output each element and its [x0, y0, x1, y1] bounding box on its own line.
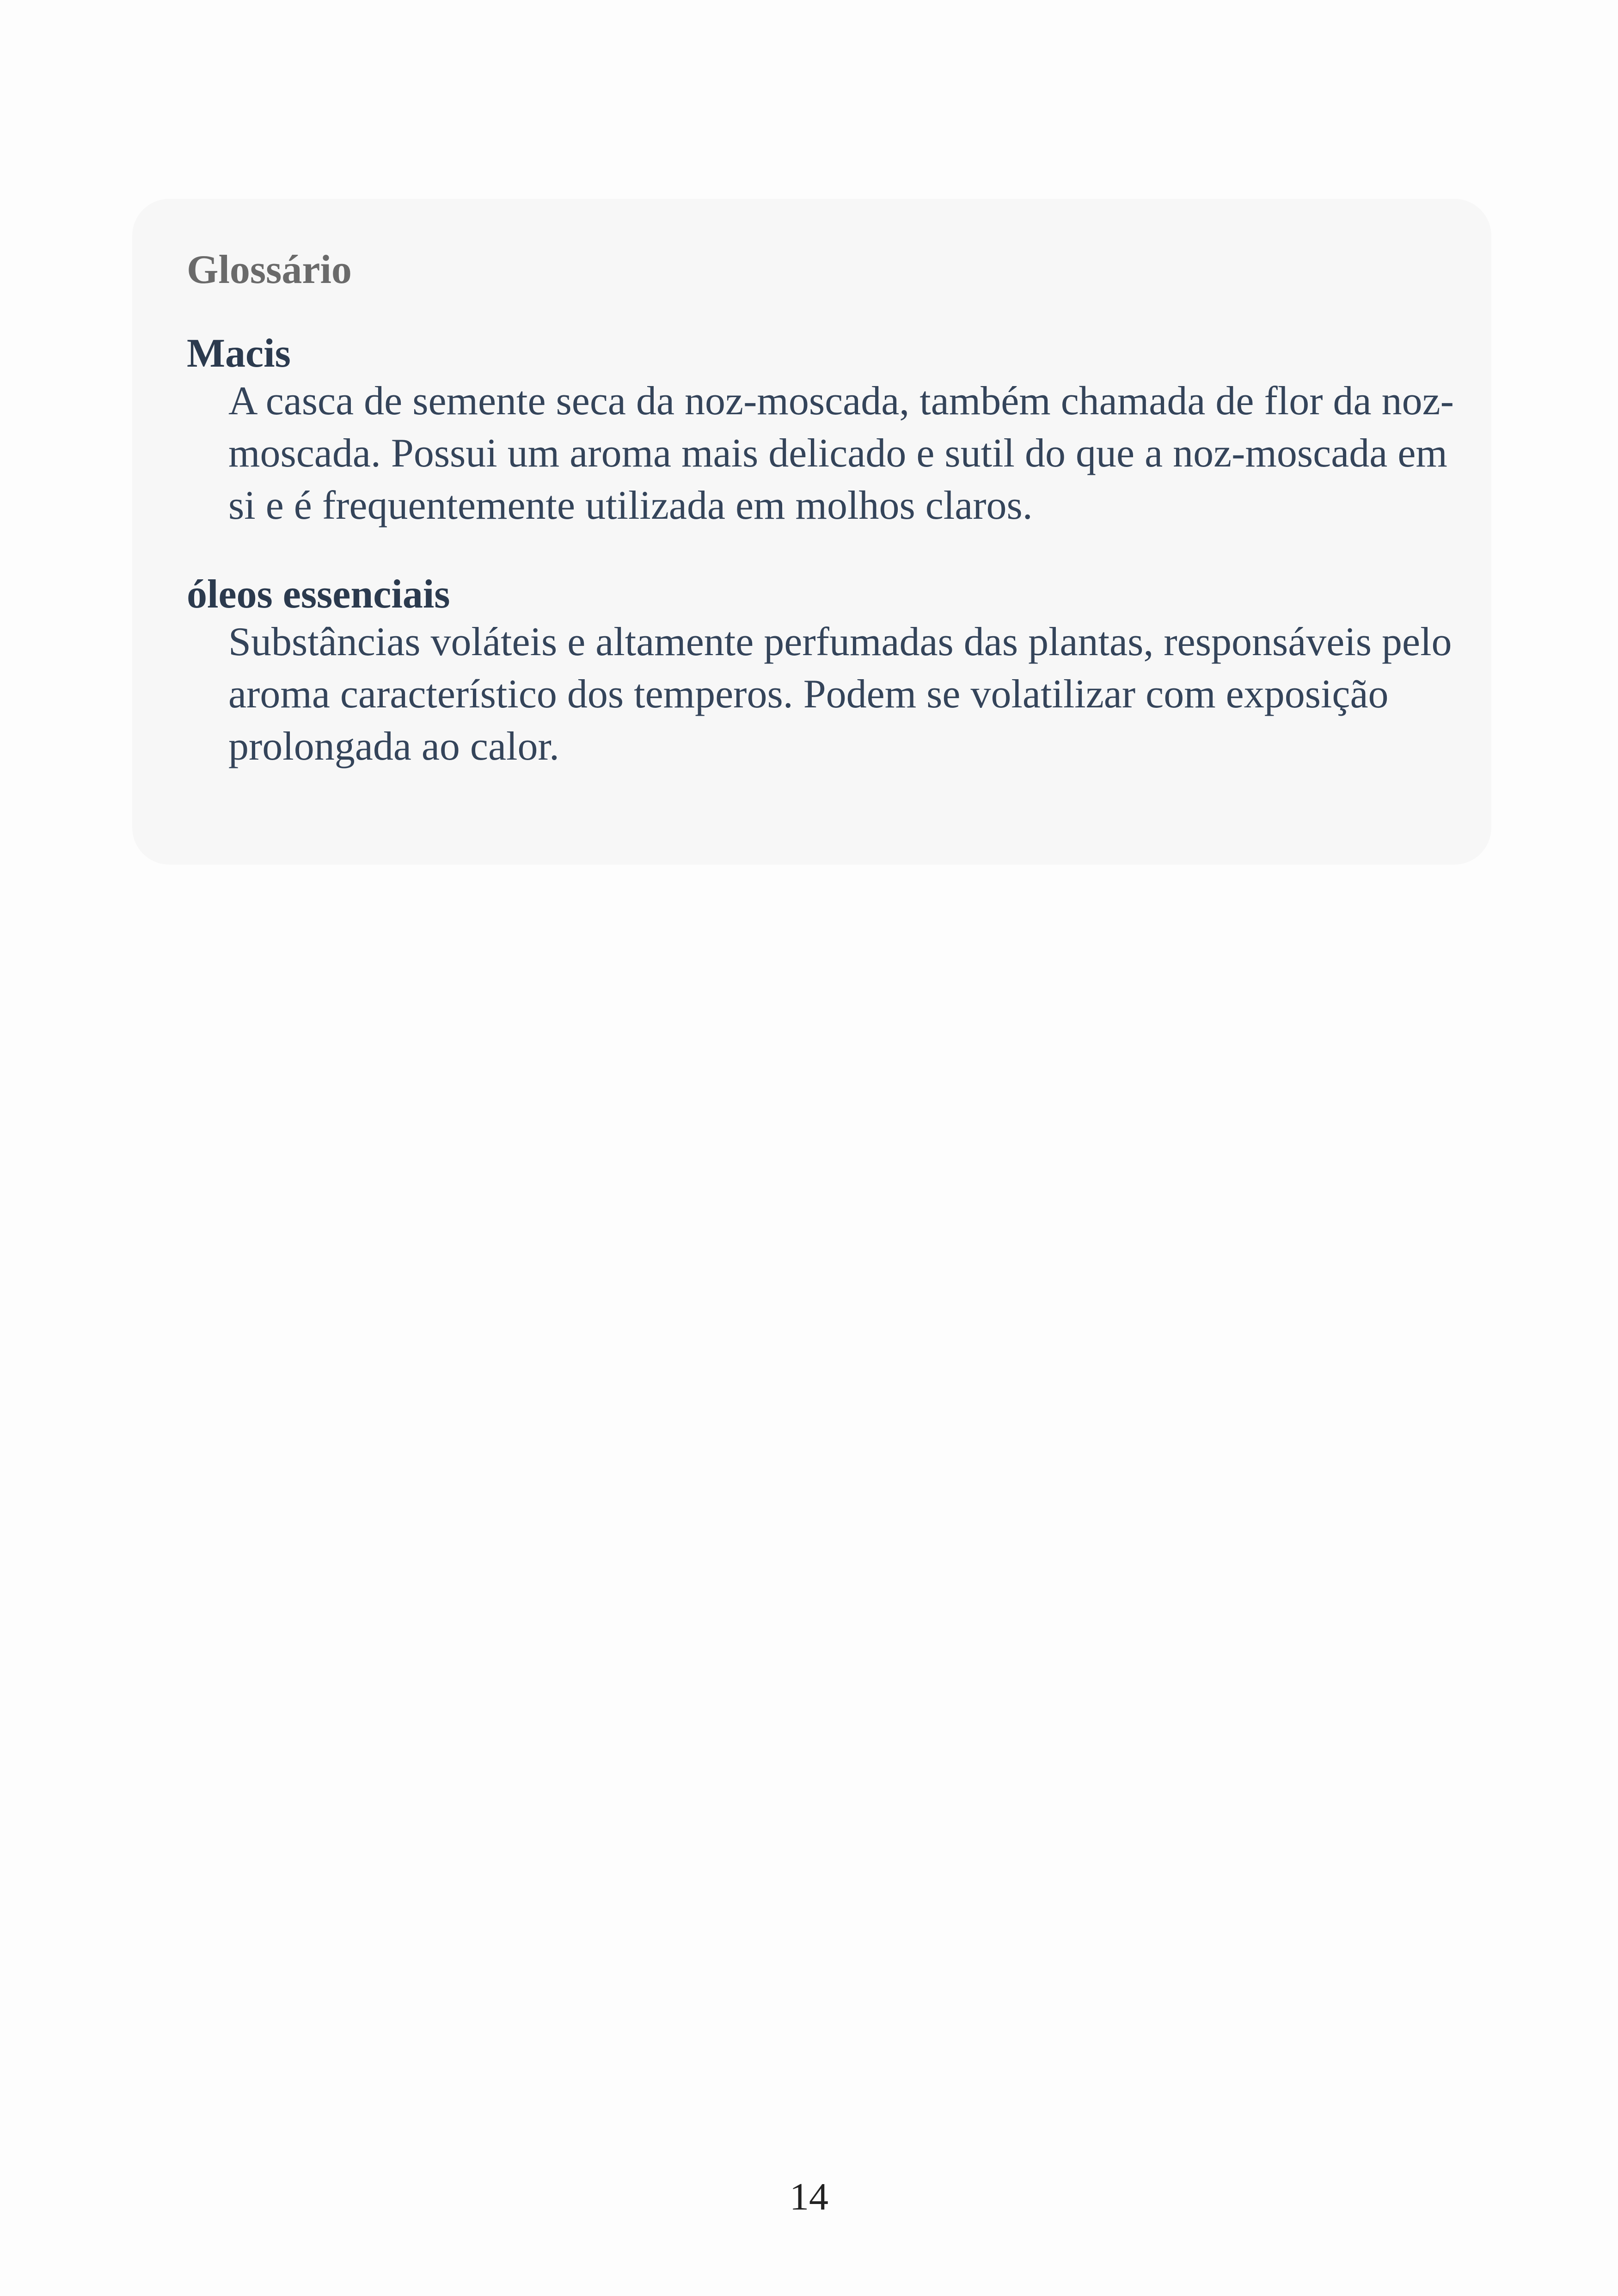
- glossary-entry-oleos-essenciais: [187, 572, 1452, 773]
- glossary-entry-macis: [187, 331, 1454, 532]
- page-number: 14: [790, 2175, 828, 2218]
- glossary-definition: A casca de semente seca da noz-moscada, também chamada de flor da noz-moscada. Possui um aroma mais delicado e sutil do que a noz-moscada em si e é frequentemente utilizada em molhos claros.: [228, 379, 1454, 528]
- glossary-box: [132, 199, 1491, 865]
- glossary-term: óleos essenciais: [187, 572, 450, 617]
- glossary-definition: Substâncias voláteis e altamente perfumadas das plantas, responsáveis pelo aroma característico dos temperos. Podem se volatilizar com exposição prolongada ao calor.: [228, 620, 1452, 769]
- glossary-term: Macis: [187, 331, 291, 376]
- glossary-title: Glossário: [187, 247, 352, 292]
